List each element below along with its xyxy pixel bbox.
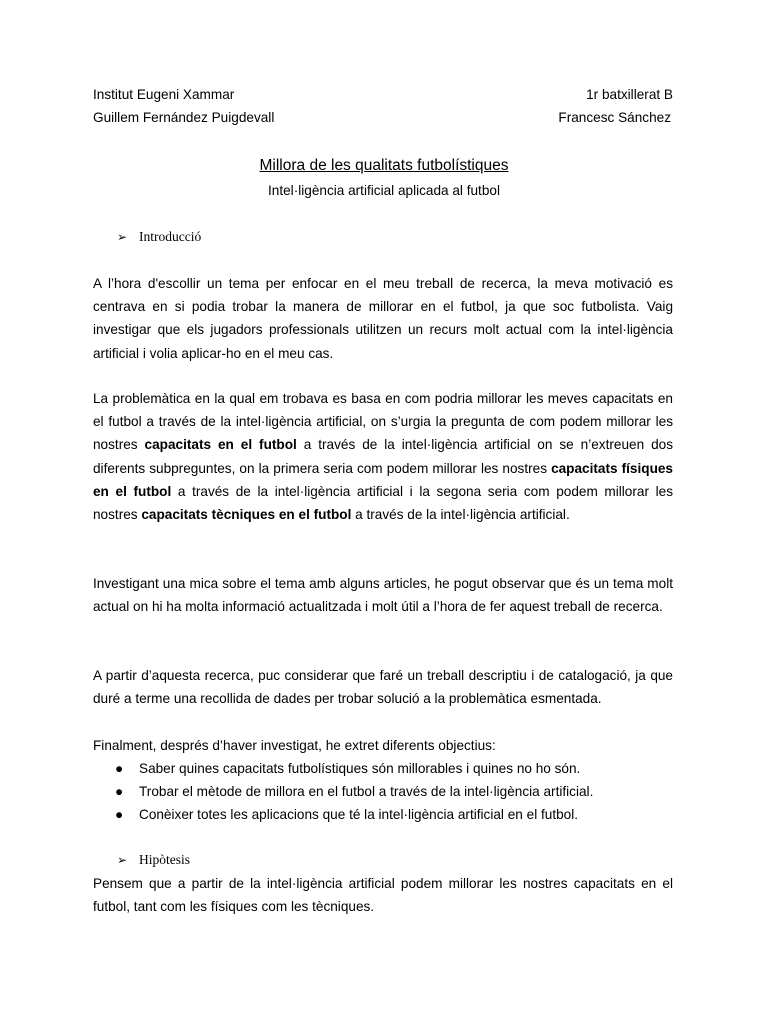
student-name: Guillem Fernández Puigdevall [93,110,275,125]
tutor-name: Francesc Sánchez [558,110,671,125]
section-heading-hypothesis [117,852,190,868]
paragraph-text: a través de la intel·ligència artificial. [351,507,570,523]
bullet-dot-icon: ● [115,807,124,823]
bold-phrase: capacitats físiques en el futbol [93,460,673,499]
school-name: Institut Eugeni Xammar [93,87,235,102]
list-item-text: Saber quines capacitats futbolístiques són millorables i quines no ho són. [139,761,581,776]
paragraph: Pensem que a partir de la intel·ligència artificial podem millorar les nostres capacitats en el futbol, tant com les físiques com les tècniques. [93,876,673,915]
paragraph: A partir d’aquesta recerca, puc considerar que faré un treball descriptiu i de catalogació, ja que duré a terme una recollida de dades per trobar solució a la problemàtica esmentada. [93,668,673,707]
bullet-dot-icon: ● [115,784,124,800]
document-title: Millora de les qualitats futbolístiques [259,157,509,174]
list-item [93,780,673,803]
course-name: 1r batxillerat B [586,87,673,102]
list-item [93,757,673,780]
arrow-bullet-icon: ➢ [117,230,128,244]
list-item-text: Conèixer totes les aplicacions que té la intel·ligència artificial en el futbol. [139,807,579,823]
bold-phrase: capacitats tècniques en el futbol [141,507,352,523]
section-heading-label: Hipòtesis [139,852,191,867]
list-item [93,803,673,826]
document-subtitle: Intel·ligència artificial aplicada al futbol [268,183,500,198]
paragraph-text: a través de la intel·ligència artificial on se n’extreuen dos diferents subpreguntes, on la primera seria com podem millorar les nostres [93,437,673,476]
paragraph [93,387,673,526]
paragraph: Finalment, després d’haver investigat, he extret diferents objectius: [93,738,496,753]
header-row-1 [93,87,673,103]
paragraph: A l’hora d'escollir un tema per enfocar en el meu treball de recerca, la meva motivació es centrava en si podia trobar la manera de millorar en el futbol, ja que soc futbolista. Vaig investigar que els jugadors professionals utilitzen un recurs molt actual com la intel·ligència artificial i volia aplicar-ho en el meu cas. [93,276,673,361]
paragraph-text: a través de la intel·ligència artificial i la segona seria com podem millorar les nostres [93,483,673,523]
section-heading-intro [117,229,201,245]
bold-phrase: capacitats en el futbol [144,437,297,453]
arrow-bullet-icon: ➢ [117,853,128,867]
list-item-text: Trobar el mètode de millora en el futbol a través de la intel·ligència artificial. [139,784,594,800]
paragraph: Investigant una mica sobre el tema amb alguns articles, he pogut observar que és un tema molt actual on hi ha molta informació actualitzada i molt útil a l’hora de fer aquest treball de recerca. [93,576,673,615]
header-row-2 [93,110,673,126]
bullet-dot-icon: ● [115,761,124,776]
objectives-list [93,757,673,827]
section-heading-label: Introducció [139,229,202,244]
paragraph-text: La problemàtica en la qual em trobava es basa en com podria millorar les meves capacitats en el futbol a través de la intel·ligència artificial, on s’urgia la pregunta de com podem millorar les nostres [93,391,673,453]
